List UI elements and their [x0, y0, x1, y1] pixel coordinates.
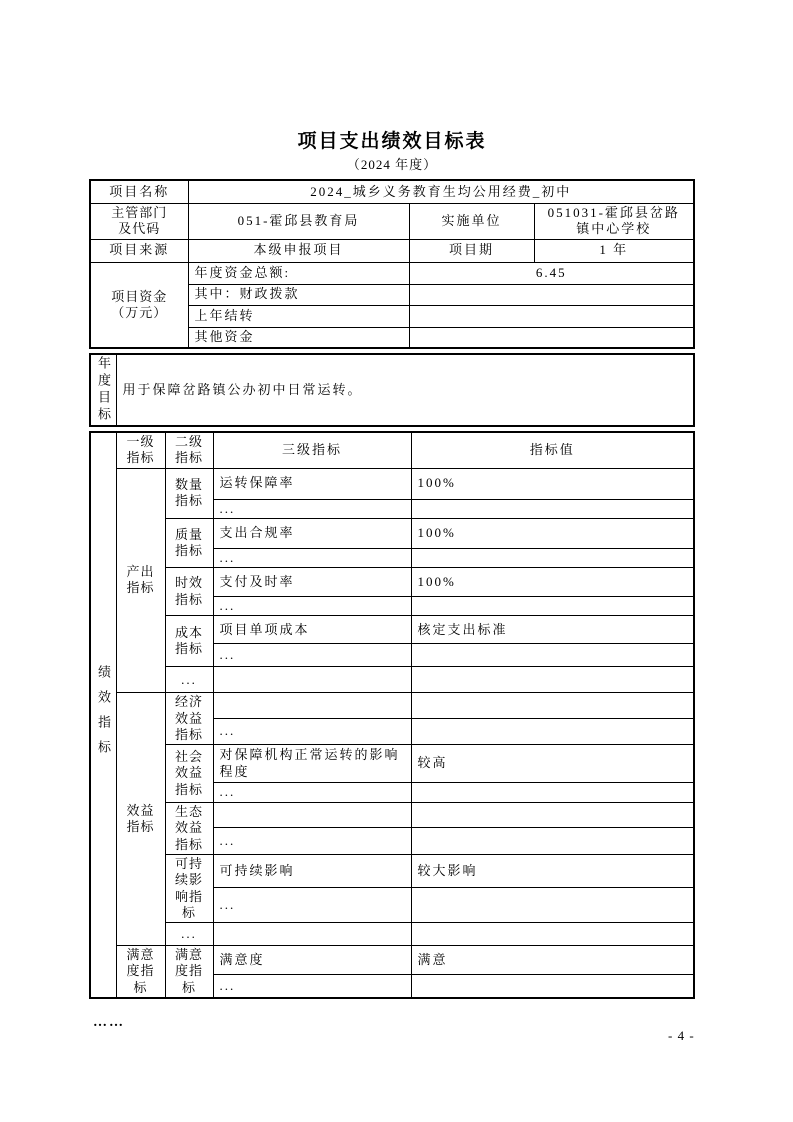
level2-satisfaction: 满意度指标 [165, 946, 213, 998]
funds-total-value: 6.45 [409, 262, 694, 284]
header-value: 指标值 [411, 432, 694, 468]
dots-cell: ... [213, 499, 411, 518]
empty-name-cell [213, 667, 411, 693]
empty-value-cell [411, 693, 694, 718]
report-sheet [89, 131, 695, 1031]
continuation-ellipsis: …… [93, 1014, 125, 1030]
indicator-name: 支付及时率 [213, 568, 411, 597]
empty-name-cell [213, 693, 411, 718]
annual-goal-label-text: 年度目标 [96, 356, 111, 424]
dept-value: 051-霍邱县教育局 [188, 203, 409, 239]
empty-value-cell [411, 548, 694, 567]
annual-goal-label [90, 354, 116, 426]
page-subtitle: （2024 年度） [346, 157, 438, 172]
period-label: 项目期 [409, 239, 534, 262]
indicator-value: 较大影响 [411, 855, 694, 888]
performance-indicator-table [89, 431, 695, 999]
dept-label [90, 203, 188, 239]
level2-economic: 经济效益指标 [165, 693, 213, 745]
annual-goal-text: 用于保障岔路镇公办初中日常运转。 [116, 354, 694, 426]
level2-cost: 成本指标 [165, 616, 213, 667]
funds-fiscal-label: 其中：财政拨款 [188, 284, 409, 305]
funds-total-label: 年度资金总额: [188, 262, 409, 284]
empty-value-cell [411, 975, 694, 998]
dots-cell: ... [213, 975, 411, 998]
dots-cell-level2: ... [165, 667, 213, 693]
source-label: 项目来源 [90, 239, 188, 262]
funds-carryover-label: 上年结转 [188, 305, 409, 327]
indicator-value: 100% [411, 518, 694, 548]
empty-value-cell [411, 667, 694, 693]
empty-value-cell [411, 499, 694, 518]
dots-cell: ... [213, 718, 411, 744]
dots-cell: ... [213, 783, 411, 803]
page-number: - 4 - [668, 1028, 695, 1043]
empty-value-cell [411, 718, 694, 744]
project-info-table [89, 179, 695, 349]
indicator-name: 项目单项成本 [213, 616, 411, 644]
level2-social: 社会效益指标 [165, 745, 213, 803]
empty-name-cell [213, 923, 411, 946]
source-value: 本级申报项目 [188, 239, 409, 262]
indicator-name: 支出合规率 [213, 518, 411, 548]
annual-goal-table [89, 353, 695, 427]
empty-value-cell [411, 803, 694, 828]
perf-section-label [90, 432, 116, 998]
level2-timeliness: 时效指标 [165, 568, 213, 616]
level2-quantity: 数量指标 [165, 468, 213, 518]
empty-value-cell [411, 923, 694, 946]
dots-cell: ... [213, 888, 411, 923]
period-value: 1 年 [534, 239, 694, 262]
indicator-name: 可持续影响 [213, 855, 411, 888]
empty-name-cell [213, 803, 411, 828]
indicator-value: 100% [411, 568, 694, 597]
level1-output: 产出指标 [116, 468, 165, 693]
dots-cell: ... [213, 644, 411, 667]
indicator-value: 100% [411, 468, 694, 499]
funds-carryover-value [409, 305, 694, 327]
funds-label-text: 项目资金（万元） [111, 288, 168, 320]
level2-quality: 质量指标 [165, 518, 213, 567]
funds-label [90, 262, 188, 348]
impl-label: 实施单位 [409, 203, 534, 239]
dots-cell-level2: ... [165, 923, 213, 946]
indicator-name: 运转保障率 [213, 468, 411, 499]
level2-sustainable: 可持续影响指标 [165, 855, 213, 923]
empty-value-cell [411, 828, 694, 855]
dots-cell: ... [213, 597, 411, 616]
empty-value-cell [411, 888, 694, 923]
dept-label-text: 主管部门及代码 [111, 204, 168, 236]
project-name-value: 2024_城乡义务教育生均公用经费_初中 [188, 180, 694, 203]
funds-fiscal-value [409, 284, 694, 305]
empty-value-cell [411, 597, 694, 616]
level1-benefit: 效益指标 [116, 693, 165, 946]
funds-other-label: 其他资金 [188, 327, 409, 348]
indicator-value: 核定支出标准 [411, 616, 694, 644]
level1-satisfaction: 满意度指标 [116, 946, 165, 998]
impl-value: 051031-霍邱县岔路镇中心学校 [534, 203, 694, 239]
indicator-value: 较高 [411, 745, 694, 783]
empty-value-cell [411, 783, 694, 803]
header-level3: 三级指标 [213, 432, 411, 468]
header-level1: 一级指标 [116, 432, 165, 468]
funds-other-value [409, 327, 694, 348]
indicator-name: 满意度 [213, 946, 411, 975]
project-name-label: 项目名称 [90, 180, 188, 203]
perf-section-label-text: 绩效指标 [96, 664, 111, 765]
dots-cell: ... [213, 828, 411, 855]
indicator-value: 满意 [411, 946, 694, 975]
empty-value-cell [411, 644, 694, 667]
page-title: 项目支出绩效目标表 [297, 131, 487, 152]
indicator-name: 对保障机构正常运转的影响程度 [213, 745, 411, 783]
header-level2: 二级指标 [165, 432, 213, 468]
level2-ecological: 生态效益指标 [165, 803, 213, 855]
dots-cell: ... [213, 548, 411, 567]
